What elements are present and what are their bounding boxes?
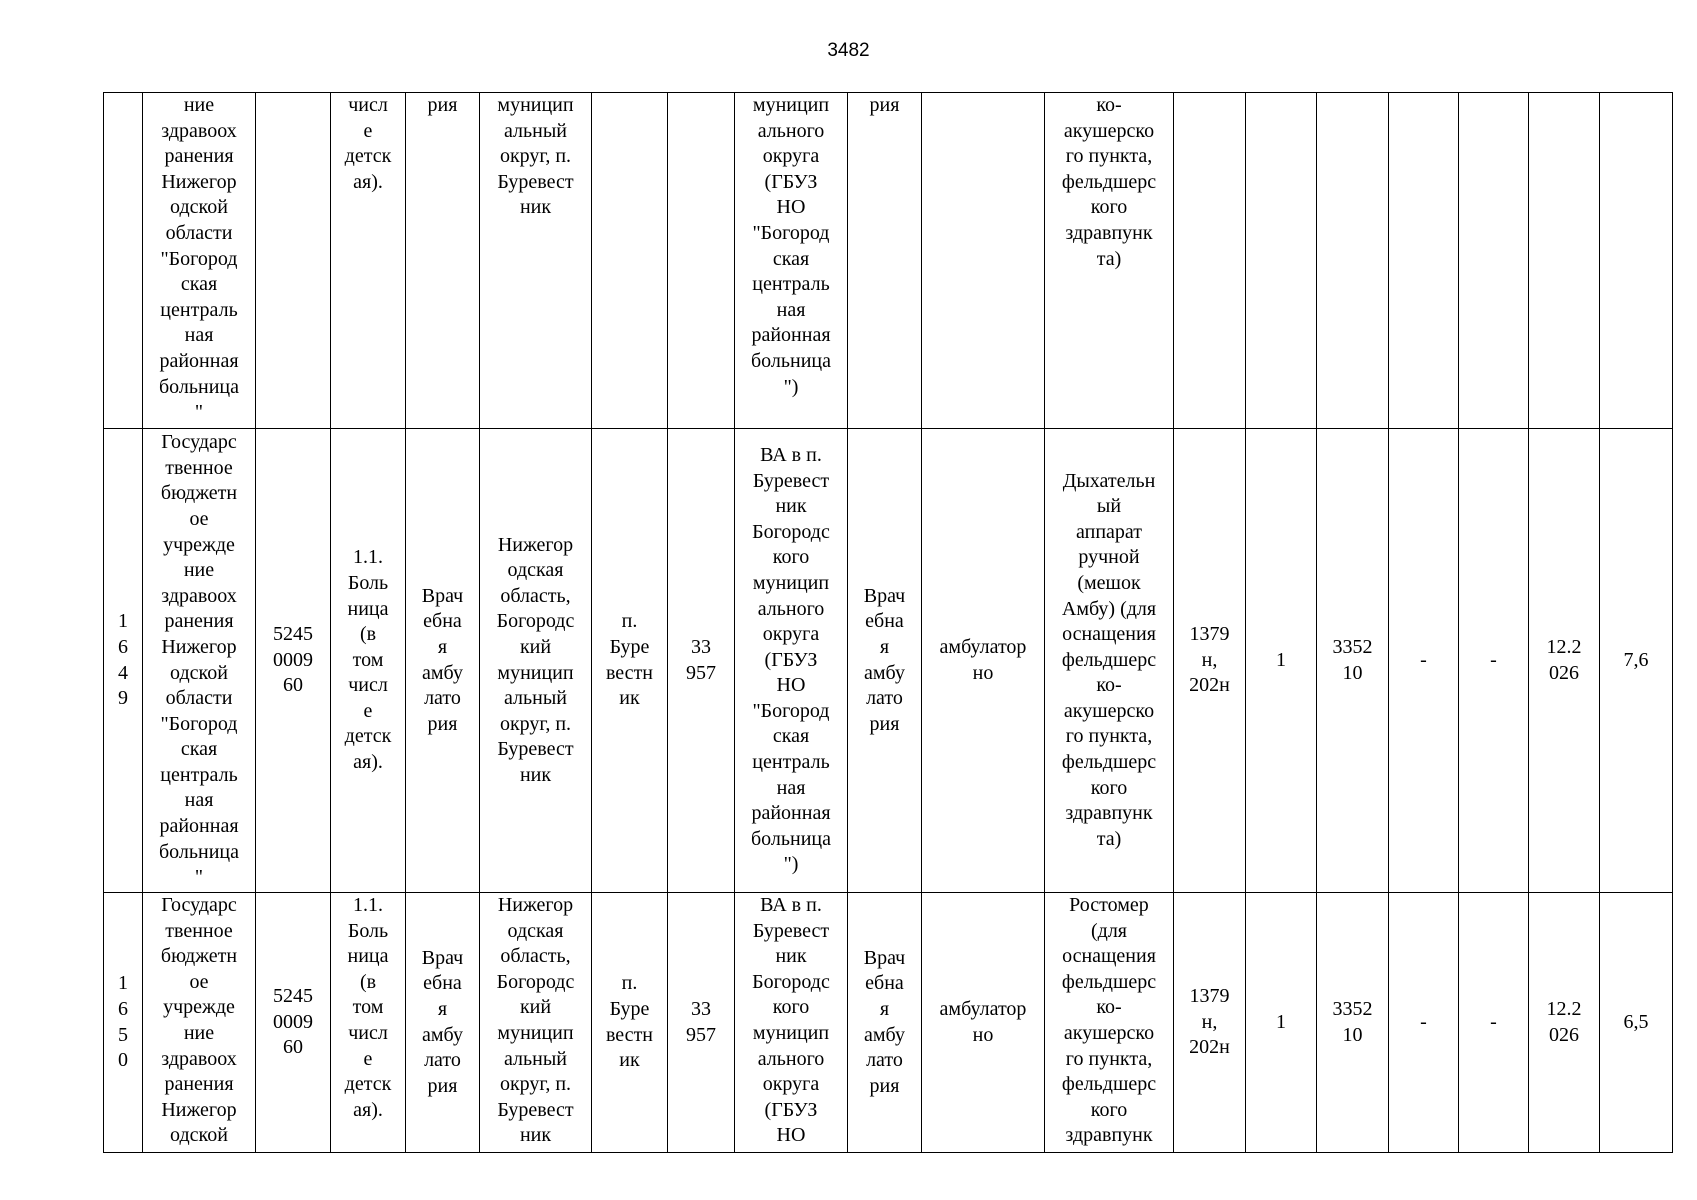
locality-cell [592,93,668,429]
extra-cell-1: - [1389,893,1459,1153]
population-cell [668,93,735,429]
extra-cell-2 [1459,93,1529,429]
document-table [103,92,1673,1153]
date-cell [1529,93,1600,429]
value-cell: 7,6 [1600,429,1673,893]
table-row [104,429,1673,893]
order-cell: 1379 н, 202н [1174,893,1246,1153]
care-condition-cell: амбулатор но [922,893,1045,1153]
address-cell: муницип альный округ, п. Буревест ник [480,93,592,429]
row-number-cell [104,93,143,429]
institution-cell: Государс твенное бюджетн ое учрежде ние здравоох ранения Нижегор одской [143,893,256,1153]
locality-cell: п. Буре вестн ик [592,893,668,1153]
row-number-cell: 1 6 4 9 [104,429,143,893]
order-cell: 1379 н, 202н [1174,429,1246,893]
quantity-cell [1246,93,1317,429]
unit-type-cell: рия [848,93,922,429]
facility-type-cell: 1.1. Боль ница (в том числ е детск ая). [331,893,406,1153]
inn-cell: 5245 0009 60 [256,429,331,893]
care-condition-cell [922,93,1045,429]
subdivision-type-cell: Врач ебна я амбу лато рия [406,893,480,1153]
equipment-cell: Дыхательн ый аппарат ручной (мешок Амбу) (для оснащения фельдшерс ко- акушерско го пункта, фельдшерс кого здравпунк та) [1045,429,1174,893]
extra-cell-1 [1389,93,1459,429]
table-row [104,93,1673,429]
subdivision-type-cell: рия [406,93,480,429]
facility-type-cell: 1.1. Боль ница (в том числ е детск ая). [331,429,406,893]
institution-cell: Государс твенное бюджетн ое учрежде ние здравоох ранения Нижегор одской области "Богород ская централь ная районная больница " [143,429,256,893]
quantity-cell: 1 [1246,893,1317,1153]
locality-cell: п. Буре вестн ик [592,429,668,893]
equipment-cell: ко- акушерско го пункта, фельдшерс кого здравпунк та) [1045,93,1174,429]
address-cell: Нижегор одская область, Богородс кий муницип альный округ, п. Буревест ник [480,893,592,1153]
quantity-cell: 1 [1246,429,1317,893]
extra-cell-2: - [1459,893,1529,1153]
facility-type-cell: числ е детск ая). [331,93,406,429]
value-cell: 6,5 [1600,893,1673,1153]
row-number-cell: 1 6 5 0 [104,893,143,1153]
subdivision-type-cell: Врач ебна я амбу лато рия [406,429,480,893]
date-cell: 12.2 026 [1529,429,1600,893]
table-row [104,893,1673,1153]
unit-name-cell: муницип ального округа (ГБУЗ НО "Богород ская централь ная районная больница ") [735,93,848,429]
unit-type-cell: Врач ебна я амбу лато рия [848,893,922,1153]
unit-type-cell: Врач ебна я амбу лато рия [848,429,922,893]
unit-name-cell: ВА в п. Буревест ник Богородс кого муницип ального округа (ГБУЗ НО [735,893,848,1153]
address-cell: Нижегор одская область, Богородс кий муницип альный округ, п. Буревест ник [480,429,592,893]
code-cell [1317,93,1389,429]
code-cell: 3352 10 [1317,893,1389,1153]
inn-cell: 5245 0009 60 [256,893,331,1153]
care-condition-cell: амбулатор но [922,429,1045,893]
population-cell: 33 957 [668,893,735,1153]
institution-cell: ние здравоох ранения Нижегор одской области "Богород ская централь ная районная больница " [143,93,256,429]
date-cell: 12.2 026 [1529,893,1600,1153]
inn-cell [256,93,331,429]
unit-name-cell: ВА в п. Буревест ник Богородс кого муницип ального округа (ГБУЗ НО "Богород ская централь ная районная больница ") [735,429,848,893]
code-cell: 3352 10 [1317,429,1389,893]
order-cell [1174,93,1246,429]
population-cell: 33 957 [668,429,735,893]
page-number: 3482 [827,40,870,61]
extra-cell-2: - [1459,429,1529,893]
equipment-cell: Ростомер (для оснащения фельдшерс ко- акушерско го пункта, фельдшерс кого здравпунк [1045,893,1174,1153]
value-cell [1600,93,1673,429]
extra-cell-1: - [1389,429,1459,893]
